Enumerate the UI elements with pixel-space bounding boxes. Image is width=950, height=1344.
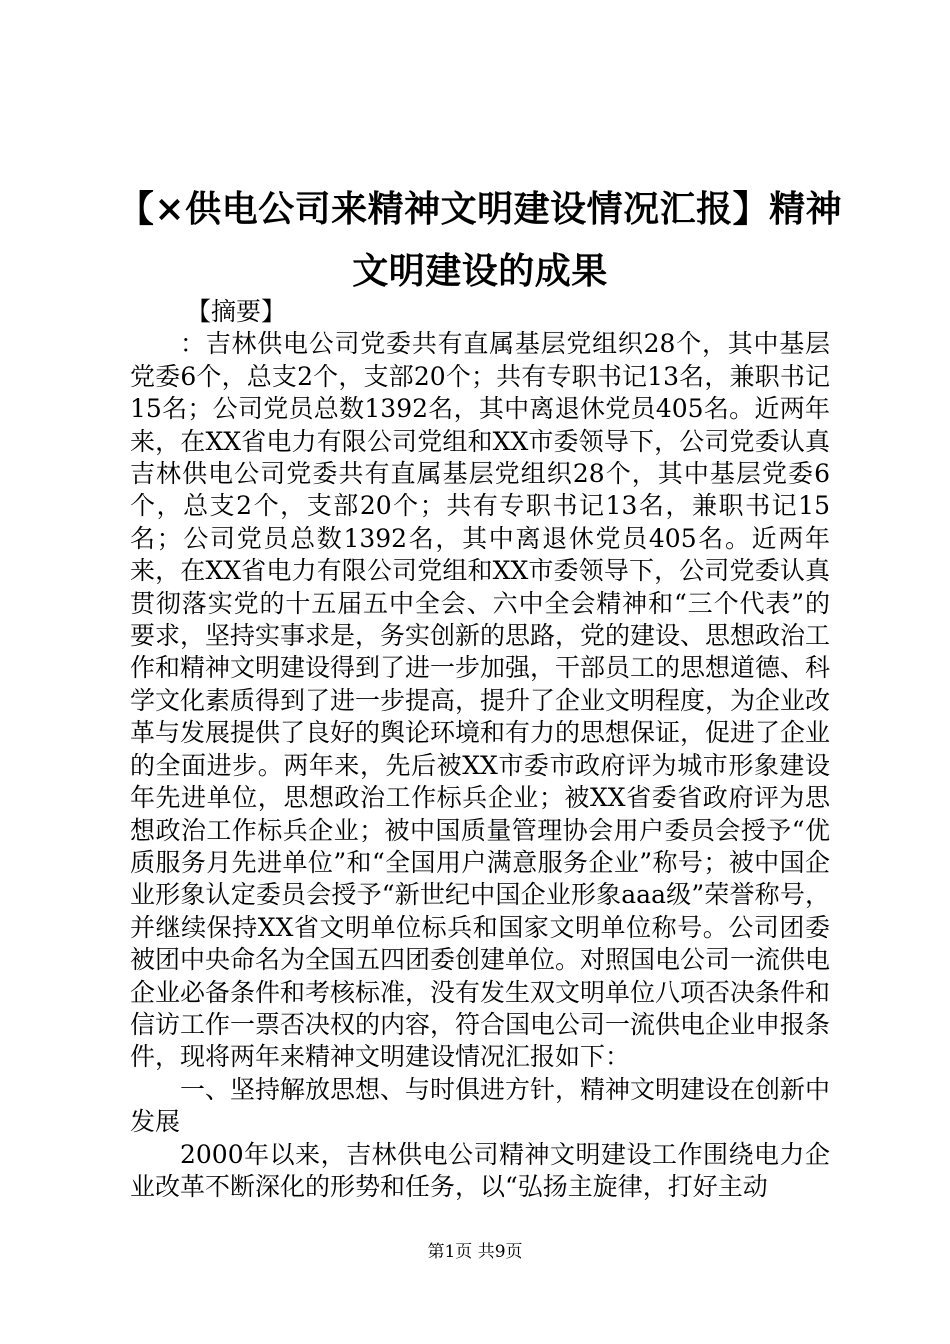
page-number: 第1页 共9页 — [427, 1242, 523, 1262]
body-paragraph: 2000年以来，吉林供电公司精神文明建设工作围绕电力企业改革不断深化的形势和任务，以“弘扬主旋律，打好主动 — [130, 1139, 830, 1201]
document-body — [130, 296, 830, 1203]
section-heading: 一、坚持解放思想、与时俱进方针，精神文明建设在创新中发展 — [130, 1074, 831, 1137]
abstract-label: 【摘要】 — [186, 297, 287, 326]
abstract-paragraph: ：吉林供电公司党委共有直属基层党组织28个，其中基层党委6个，总支2个，支部20个；共有专职书记13名，兼职书记15名；公司党员总数1392名，其中离退休党员405名。近两年来，在XX省电力有限公司党组和XX市委领导下，公司党委认真吉林供电公司党委共有直属基层党组织28个，其中基层党委6个，总支2个，支部20个；共有专职书记13名，兼职书记15名；公司党员总数1392名，其中离退休党员405名。近两年来，在XX省电力有限公司党组和XX市委领导下，公司党委认真贯彻落实党的十五届五中全会、六中全会精神和“三个代表”的要求，坚持实事求是，务实创新的思路，党的建设、思想政治工作和精神文明建设得到了进一步加强，干部员工的思想道德、科学文化素质得到了进一步提高，提升了企业文明程度，为企业改革与发展提供了良好的舆论环境和有力的思想保证，促进了企业的全面进步。两年来，先后被XX市委市政府评为城市形象建设年先进单位，思想政治工作标兵企业；被XX省委省政府评为思想政治工作标兵企业；被中国质量管理协会用户委员会授予“优质服务月先进单位”和“全国用户满意服务企业”称号；被中国企业形象认定委员会授予“新世纪中国企业形象aaa级”荣誉称号，并继续保持XX省文明单位标兵和国家文明单位称号。公司团委被团中央命名为全国五四团委创建单位。对照国电公司一流供电企业必备条件和考核标准，没有发生双文明单位八项否决条件和信访工作一票否决权的内容，符合国电公司一流供电企业申报条件，现将两年来精神文明建设情况汇报如下： — [130, 329, 831, 1072]
document-title: 【×供电公司来精神文明建设情况汇报】精神文明建设的成果 — [117, 188, 843, 292]
